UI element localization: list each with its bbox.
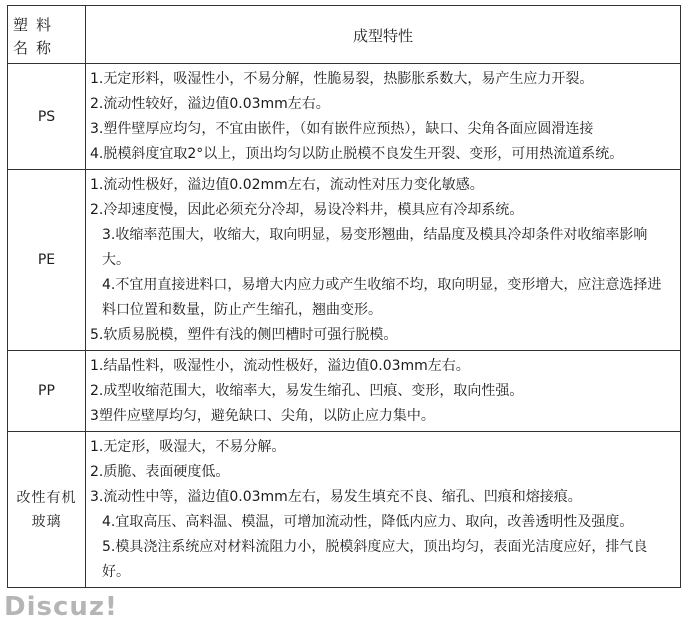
molding-properties: [86, 432, 681, 588]
property-line: 5.软质易脱模，塑件有浅的侧凹槽时可强行脱模。: [90, 327, 398, 343]
table-row-modified-acrylic: [8, 432, 681, 588]
property-line: 3.流动性中等，溢边值0.03mm左右，易发生填充不良、缩孔、凹痕和熔接痕。: [90, 489, 582, 505]
property-line: 4.脱模斜度宜取2°以上，顶出均匀以防止脱模不良发生开裂、变形，可用热流道系统。: [90, 146, 624, 162]
table-row-pe: [8, 170, 681, 351]
property-line: 1.无定形，吸湿大，不易分解。: [90, 439, 286, 455]
property-line: 3.塑件壁厚应均匀，不宜由嵌件，（如有嵌件应预热），缺口、尖角各面应圆滑连接: [90, 121, 594, 137]
property-line: 2.流动性较好，溢边值0.03mm左右。: [90, 96, 330, 112]
property-line: 4.宜取高压、高料温、模温，可增加流动性，降低内应力、取向，改善透明性及强度。: [102, 514, 634, 530]
watermark-logo: Discuz!: [4, 592, 118, 622]
property-line: 2.冷却速度慢，因此必须充分冷却，易设冷料井，模具应有冷却系统。: [90, 202, 524, 218]
property-line: 2.成型收缩范围大，收缩率大，易发生缩孔、凹痕、变形，取向性强。: [90, 383, 524, 399]
material-name: PP: [8, 351, 86, 432]
material-name: 改性有机玻璃: [8, 432, 86, 588]
property-line: 3塑件应壁厚均匀，避免缺口、尖角，以防止应力集中。: [90, 408, 435, 424]
property-line: 4.不宜用直接进料口，易增大内应力或产生收缩不均，取向明显，变形增大，应注意选择进料口位置和数量，防止产生缩孔，翘曲变形。: [102, 277, 662, 318]
molding-properties: [86, 351, 681, 432]
property-line: 1.无定形料，吸湿性小，不易分解，性脆易裂，热膨胀系数大，易产生应力开裂。: [90, 71, 594, 87]
property-line: 3.收缩率范围大，收缩大，取向明显，易变形翘曲，结晶度及模具冷却条件对收缩率影响大。: [102, 227, 648, 268]
property-line: 1.结晶性料，吸湿性小，流动性极好，溢边值0.03mm左右。: [90, 358, 470, 374]
plastic-properties-table: [7, 5, 681, 588]
molding-properties: [86, 170, 681, 351]
molding-properties: [86, 64, 681, 170]
property-line: 2.质脆、表面硬度低。: [90, 464, 230, 480]
header-molding-properties: 成型特性: [86, 6, 681, 64]
material-name: PE: [8, 170, 86, 351]
property-line: 1.流动性极好，溢边值0.02mm左右，流动性对压力变化敏感。: [90, 177, 484, 193]
material-name: PS: [8, 64, 86, 170]
table-header-row: [8, 6, 681, 64]
table-row-ps: [8, 64, 681, 170]
header-plastic-name: 塑料名称: [8, 6, 86, 64]
property-line: 5.模具浇注系统应对材料流阻力小，脱模斜度应大，顶出均匀，表面光洁度应好，排气良好。: [102, 539, 648, 580]
table-row-pp: [8, 351, 681, 432]
